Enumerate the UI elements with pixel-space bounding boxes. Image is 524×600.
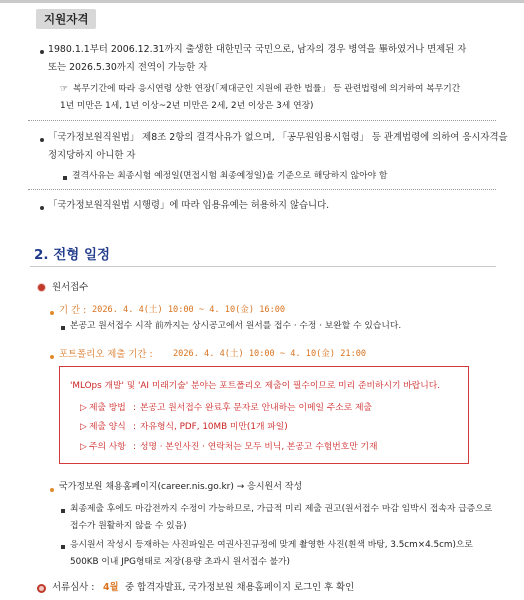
circle-bullet-icon — [37, 283, 46, 292]
eligibility-1-line1: 1980.1.1부터 2006.12.31까지 출생한 대한민국 국민으로, 남자의 경우 병역을 畢하였거나 면제된 자 — [48, 44, 467, 55]
bullet-icon — [40, 206, 44, 210]
portfolio-label: 포트폴리오 제출 기간 : — [59, 349, 153, 360]
eligibility-1-sub-line1: 복무기간에 따라 응시연령 상한 연장(「제대군인 지원에 관한 법률」 등 관련법령에 의거하여 복무기간 — [73, 84, 461, 94]
application-title: 원서접수 — [52, 282, 89, 293]
career-site-line: 국가정보원 채용홈페이지(career.nis.go.kr) → 응시원서 작성 — [59, 482, 303, 492]
top-rule — [0, 0, 524, 3]
divider — [28, 189, 496, 190]
pointing-hand-icon: ☞ — [60, 84, 68, 94]
triangle-marker-icon: ▷ — [80, 442, 87, 452]
eligibility-2-line1: 「국가정보원직원법」 제8조 2항의 결격사유가 없으며, 「공무원임용시험령」 등 관계법령에 의하여 응시자격을 — [48, 132, 508, 143]
note-1-line1: 최종제출 후에도 마감전까지 수정이 가능하므로, 가급적 미리 제출 권고(원서접수 마감 임박시 접속자 급증으로 — [70, 504, 493, 514]
note-1-line2: 접수가 원활하지 않을 수 있음) — [70, 521, 187, 531]
orange-bullet-icon — [50, 311, 54, 315]
notice-item-value: 자유형식, PDF, 10MB 미만(1개 파일) — [140, 422, 288, 432]
square-bullet-icon — [63, 176, 67, 180]
screening-rest: 중 합격자발표, 국가정보원 채용홈페이지 로그인 후 확인 — [125, 582, 355, 593]
notice-item-label: 주의 사항 — [89, 442, 126, 452]
portfolio-value: 2026. 4. 4(土) 10:00 ~ 4. 10(金) 21:00 — [173, 349, 367, 359]
period-value: 2026. 4. 4(土) 10:00 ~ 4. 10(金) 16:00 — [92, 305, 286, 315]
period-note: 본공고 원서접수 시작 前까지는 상시공고에서 원서를 접수 · 수정 · 보완할 수 있습니다. — [70, 321, 402, 331]
period-label: 기 간 : — [59, 305, 87, 316]
screening-month: 4월 — [103, 582, 119, 593]
eligibility-1-sub-line2: 1년 미만은 1세, 1년 이상~2년 미만은 2세, 2년 이상은 3세 연장) — [60, 101, 314, 111]
eligibility-2-line2: 정지당하지 아니한 자 — [48, 150, 136, 161]
divider — [28, 120, 496, 121]
heading-rule — [30, 266, 496, 267]
notice-item-label: 제출 양식 — [89, 422, 126, 432]
square-bullet-icon — [61, 326, 65, 330]
screening-label: 서류심사 : — [52, 582, 95, 593]
eligibility-3-line1: 「국가정보원직원법 시행령」에 따라 임용유예는 허용하지 않습니다. — [48, 200, 330, 211]
section-heading: 2. 전형 일정 — [34, 247, 111, 263]
square-bullet-icon — [61, 509, 65, 513]
orange-bullet-icon — [50, 355, 54, 359]
triangle-marker-icon: ▷ — [80, 422, 87, 432]
orange-bullet-icon — [50, 488, 54, 492]
square-bullet-icon — [61, 545, 65, 549]
bullet-icon — [40, 138, 44, 142]
bullet-icon — [40, 50, 44, 54]
document-page: 지원자격 1980.1.1부터 2006.12.31까지 출생한 대한민국 국민으로, 남자의 경우 병역을 畢하였거나 면제된 자 또는 2026.5.30까지 전역이 가능한 자 ☞ 복무기간에 따라 응시연령 상한 연장(「제대군인 지원에 관한 법률」 등 관련법령에 의거하여 복무기간 1년 미만은 1세, 1년 이상~2년 미만은 2세, 2년 이상은 3세 연장) 「국가정보원직원법」 제8조 2항의 결격사유가 없으며, 「공무원임용시험령」 등 관계법령에 의하여 응시자격을 정지당하지 아니한 자 결격사유는 최종시험 예정일(면접시험 최종예정일)을 기준으로 해당하지 않아야 함 「국가정보원직원법 시행령」에 따라 임용유예는 허용하지 않습니다. 2. 전형 일정 원서접수 기 간 : 2026. 4. 4(土) 10:00 ~ 4. 10(金) 16:00 본공고 원서접수 시작 前까지는 상시공고에서 원서를 접수 · 수정 · 보완할 수 있습니다. 포트폴리오 제출 기간 : 2026. 4. 4(土) 10:00 ~ 4. 10(金) 21:00 'MLOps 개발' 및 'AI 미래기술' 분야는 포트폴리오 제출이 필수이므로 미리 준비하시기 바랍니다. ▷ 제출 방법 : 본공고 원서접수 완료후 문자로 안내하는 이메일 주소로 제출 ▷ 제출 양식 : 자유형식, PDF, 10MB 미만(1개 파일) ▷ 주의 사항 : 성명 · 본인사진 · 연락처는 모두 비닉, 본공고 수험번호만 기재 국가정보원 채용홈페이지(career.nis.go.kr) → 응시원서 작성 최종제출 후에도 마감전까지 수정이 가능하므로, 가급적 미리 제출 권고(원서접수 마감 임박시 접속자 급증으로 접수가 원활하지 않을 수 있음) 응시원서 작성시 등재하는 사진파일은 여권사진규정에 맞게 촬영한 사진(흰색 바탕, 3.5cm×4.5cm)으로 500KB 이내 JPG형태로 저장(용량 초과시 원서접수 불가) 서류심사 : 4월 중 합격자발표, 국가정보원 채용홈페이지 로그인 후 확인 — [0, 0, 524, 600]
notice-item-value: 본공고 원서접수 완료후 문자로 안내하는 이메일 주소로 제출 — [140, 403, 373, 413]
triangle-marker-icon: ▷ — [80, 403, 87, 413]
notice-headline: 'MLOps 개발' 및 'AI 미래기술' 분야는 포트폴리오 제출이 필수이므로 미리 준비하시기 바랍니다. — [70, 381, 441, 391]
note-2-line2: 500KB 이내 JPG형태로 저장(용량 초과시 원서접수 불가) — [70, 557, 290, 567]
note-2-line1: 응시원서 작성시 등재하는 사진파일은 여권사진규정에 맞게 촬영한 사진(흰색 바탕, 3.5cm×4.5cm)으로 — [70, 540, 473, 550]
eligibility-1-line2: 또는 2026.5.30까지 전역이 가능한 자 — [48, 62, 208, 73]
section-tag-eligibility: 지원자격 — [36, 9, 96, 29]
eligibility-2-sub-line1: 결격사유는 최종시험 예정일(면접시험 최종예정일)을 기준으로 해당하지 않아야 함 — [72, 171, 388, 181]
notice-item-label: 제출 방법 — [89, 403, 126, 413]
notice-item-value: 성명 · 본인사진 · 연락처는 모두 비닉, 본공고 수험번호만 기재 — [140, 442, 378, 452]
circle-bullet-icon — [37, 584, 46, 593]
